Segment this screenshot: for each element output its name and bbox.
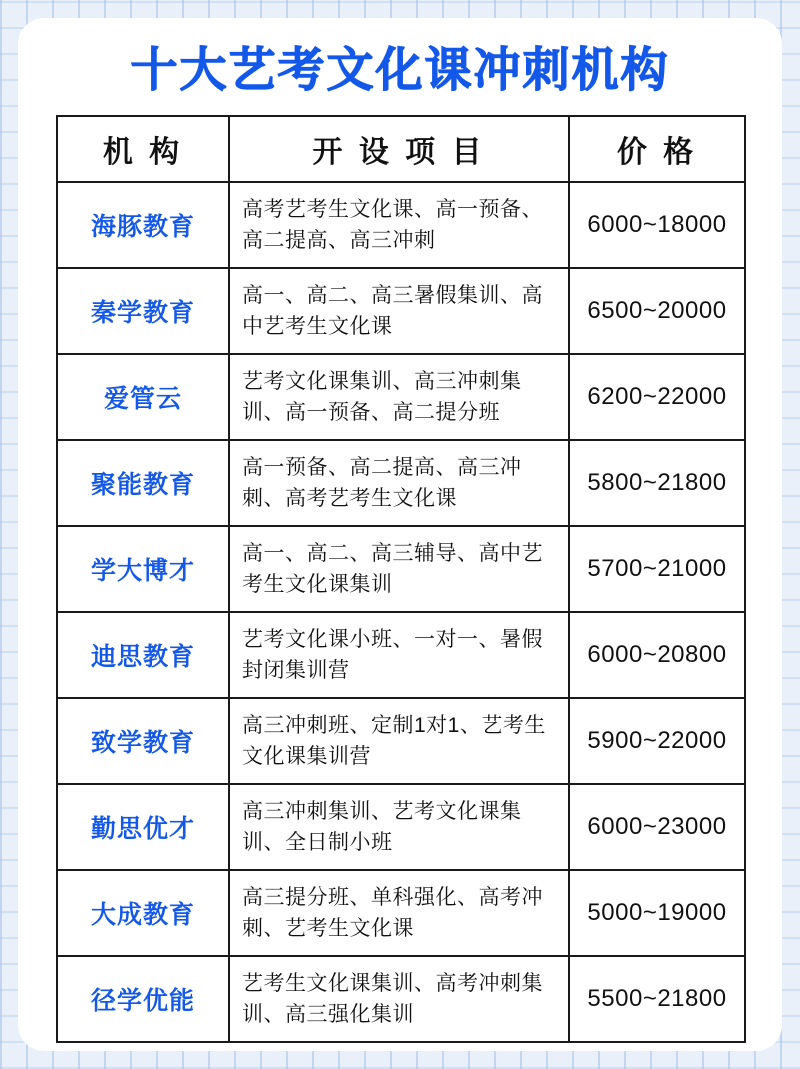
table-row xyxy=(57,870,745,956)
cell-items: 艺考生文化课集训、高考冲刺集训、高三强化集训 xyxy=(229,956,569,1042)
table-row xyxy=(57,526,745,612)
table-row xyxy=(57,268,745,354)
cell-items: 艺考文化课集训、高三冲刺集训、高一预备、高二提分班 xyxy=(229,354,569,440)
institutions-table xyxy=(56,115,746,1043)
table-row xyxy=(57,440,745,526)
cell-org: 爱管云 xyxy=(57,354,229,440)
table-row xyxy=(57,612,745,698)
cell-items: 高考艺考生文化课、高一预备、高二提高、高三冲刺 xyxy=(229,182,569,268)
cell-price: 6000~18000 xyxy=(569,182,745,268)
table-row xyxy=(57,698,745,784)
cell-org: 海豚教育 xyxy=(57,182,229,268)
cell-items: 高三提分班、单科强化、高考冲刺、艺考生文化课 xyxy=(229,870,569,956)
column-header-items: 开 设 项 目 xyxy=(229,116,569,182)
cell-price: 5500~21800 xyxy=(569,956,745,1042)
cell-items: 高一、高二、高三辅导、高中艺考生文化课集训 xyxy=(229,526,569,612)
cell-org: 致学教育 xyxy=(57,698,229,784)
cell-items: 高三冲刺集训、艺考文化课集训、全日制小班 xyxy=(229,784,569,870)
table-body xyxy=(57,182,745,1042)
cell-items: 艺考文化课小班、一对一、暑假封闭集训营 xyxy=(229,612,569,698)
cell-org: 聚能教育 xyxy=(57,440,229,526)
column-header-price: 价 格 xyxy=(569,116,745,182)
cell-org: 迪思教育 xyxy=(57,612,229,698)
cell-price: 5000~19000 xyxy=(569,870,745,956)
poster-card xyxy=(18,18,782,1051)
cell-org: 径学优能 xyxy=(57,956,229,1042)
cell-org: 学大博才 xyxy=(57,526,229,612)
table-row xyxy=(57,354,745,440)
table-row xyxy=(57,956,745,1042)
cell-items: 高一、高二、高三暑假集训、高中艺考生文化课 xyxy=(229,268,569,354)
cell-items: 高三冲刺班、定制1对1、艺考生文化课集训营 xyxy=(229,698,569,784)
cell-price: 6500~20000 xyxy=(569,268,745,354)
cell-org: 勤思优才 xyxy=(57,784,229,870)
cell-items: 高一预备、高二提高、高三冲刺、高考艺考生文化课 xyxy=(229,440,569,526)
cell-price: 6000~20800 xyxy=(569,612,745,698)
cell-price: 6200~22000 xyxy=(569,354,745,440)
poster-content xyxy=(56,38,744,1043)
cell-price: 6000~23000 xyxy=(569,784,745,870)
column-header-org: 机 构 xyxy=(57,116,229,182)
cell-price: 5700~21000 xyxy=(569,526,745,612)
page-title: 十大艺考文化课冲刺机构 xyxy=(130,43,670,96)
cell-org: 秦学教育 xyxy=(57,268,229,354)
table-header xyxy=(57,116,745,182)
cell-org: 大成教育 xyxy=(57,870,229,956)
table-header-row xyxy=(57,116,745,182)
table-row xyxy=(57,784,745,870)
table-row xyxy=(57,182,745,268)
cell-price: 5800~21800 xyxy=(569,440,745,526)
cell-price: 5900~22000 xyxy=(569,698,745,784)
